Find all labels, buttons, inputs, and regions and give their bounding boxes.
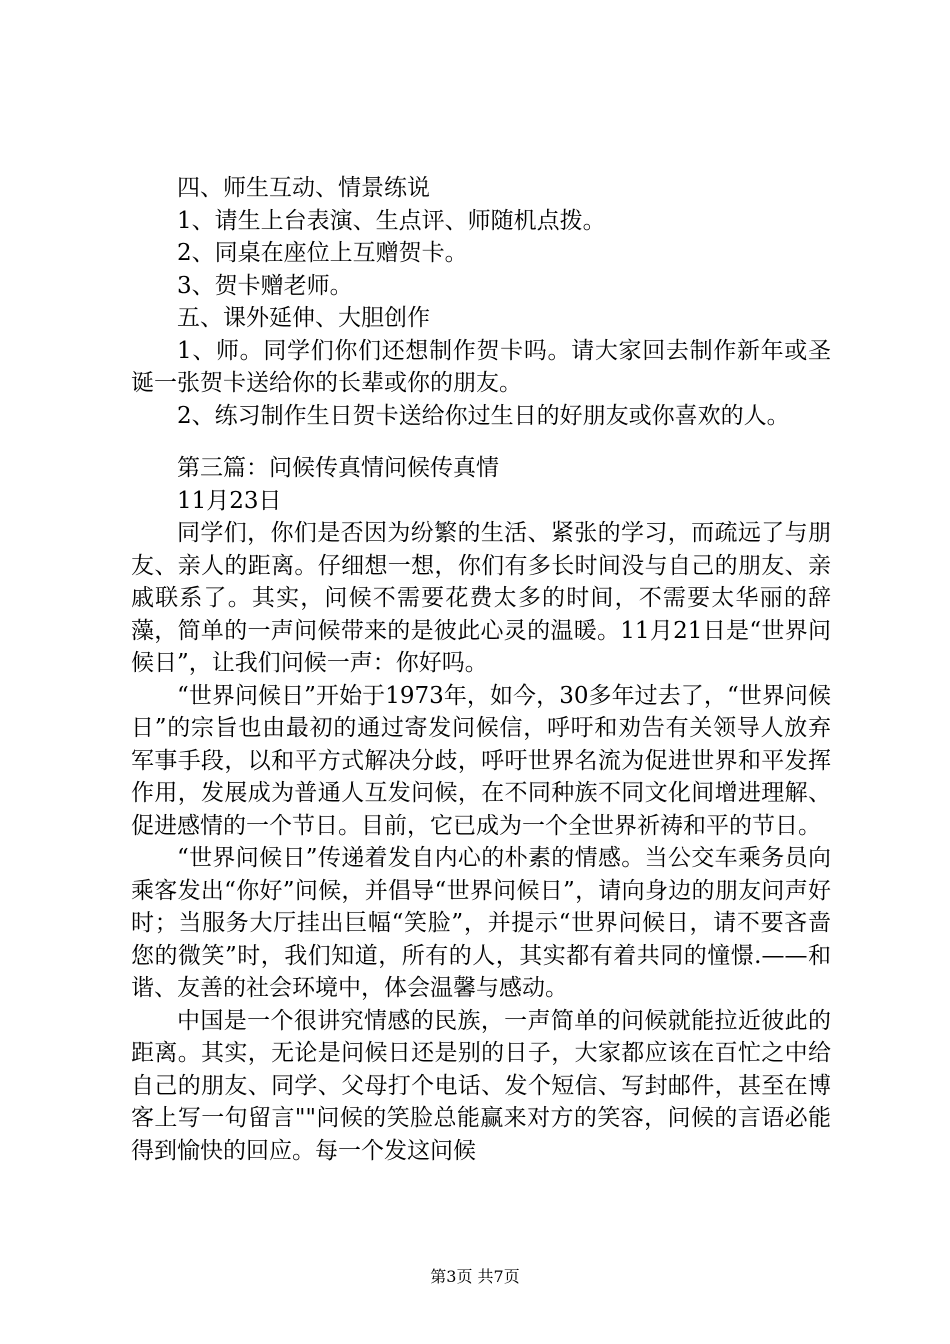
article-date: 11月23日 — [177, 487, 282, 514]
article-paragraph: “世界问候日”开始于1973年，如今，30多年过去了，“世界问候日”的宗旨也由最初的通过寄发问候信，呼吁和劝告有关领导人放弃军事手段，以和平方式解决分歧，呼吁世界名流为促进世界和平发挥作用，发展成为普通人互发问候，在不同种族不同文化间增进理解、促进感情的一个节日。目前，它已成为一个全世界祈祷和平的节日。 — [131, 682, 831, 839]
section-four-item: 3、贺卡赠老师。 — [177, 272, 353, 299]
article-paragraph: 同学们，你们是否因为纷繁的生活、紧张的学习，而疏远了与朋友、亲人的距离。仔细想一想，你们有多长时间没与自己的朋友、亲戚联系了。其实，问候不需要花费太多的时间，不需要太华丽的辞藻，简单的一声问候带来的是彼此心灵的温暖。11月21日是“世界问候日”，让我们问候一声：你好吗。 — [131, 520, 831, 676]
section-four-item: 2、同桌在座位上互赠贺卡。 — [177, 240, 468, 266]
section-five-item: 1、师。同学们你们还想制作贺卡吗。请大家回去制作新年或圣诞一张贺卡送给你的长辈或你的朋友。 — [131, 337, 831, 396]
section-five-heading: 五、课外延伸、大胆创作 — [177, 305, 430, 331]
document-body — [131, 172, 831, 1167]
article-paragraph: 中国是一个很讲究情感的民族，一声简单的问候就能拉近彼此的距离。其实，无论是问候日还是别的日子，大家都应该在百忙之中给自己的朋友、同学、父母打个电话、发个短信、写封邮件，甚至在博客上写一句留言""问候的笑脸总能赢来对方的笑容，问候的言语必能得到愉快的回应。每一个发这问候 — [131, 1007, 831, 1164]
page-footer: 第3页 共7页 — [430, 1267, 520, 1286]
article-title: 第三篇：问候传真情问候传真情 — [177, 455, 499, 481]
section-four-item: 1、请生上台表演、生点评、师随机点拨。 — [177, 207, 606, 234]
section-five-item: 2、练习制作生日贺卡送给你过生日的好朋友或你喜欢的人。 — [177, 402, 790, 429]
section-four-heading: 四、师生互动、情景练说 — [177, 175, 430, 201]
section-spacer — [131, 432, 831, 452]
article-paragraph: “世界问候日”传递着发自内心的朴素的情感。当公交车乘务员向乘客发出“你好”问候，并倡导“世界问候日”，请向身边的朋友问声好时；当服务大厅挂出巨幅“笑脸”，并提示“世界问候日，请不要吝啬您的微笑”时，我们知道，所有的人，其实都有着共同的憧憬.——和谐、友善的社会环境中，体会温馨与感动。 — [131, 845, 831, 1001]
